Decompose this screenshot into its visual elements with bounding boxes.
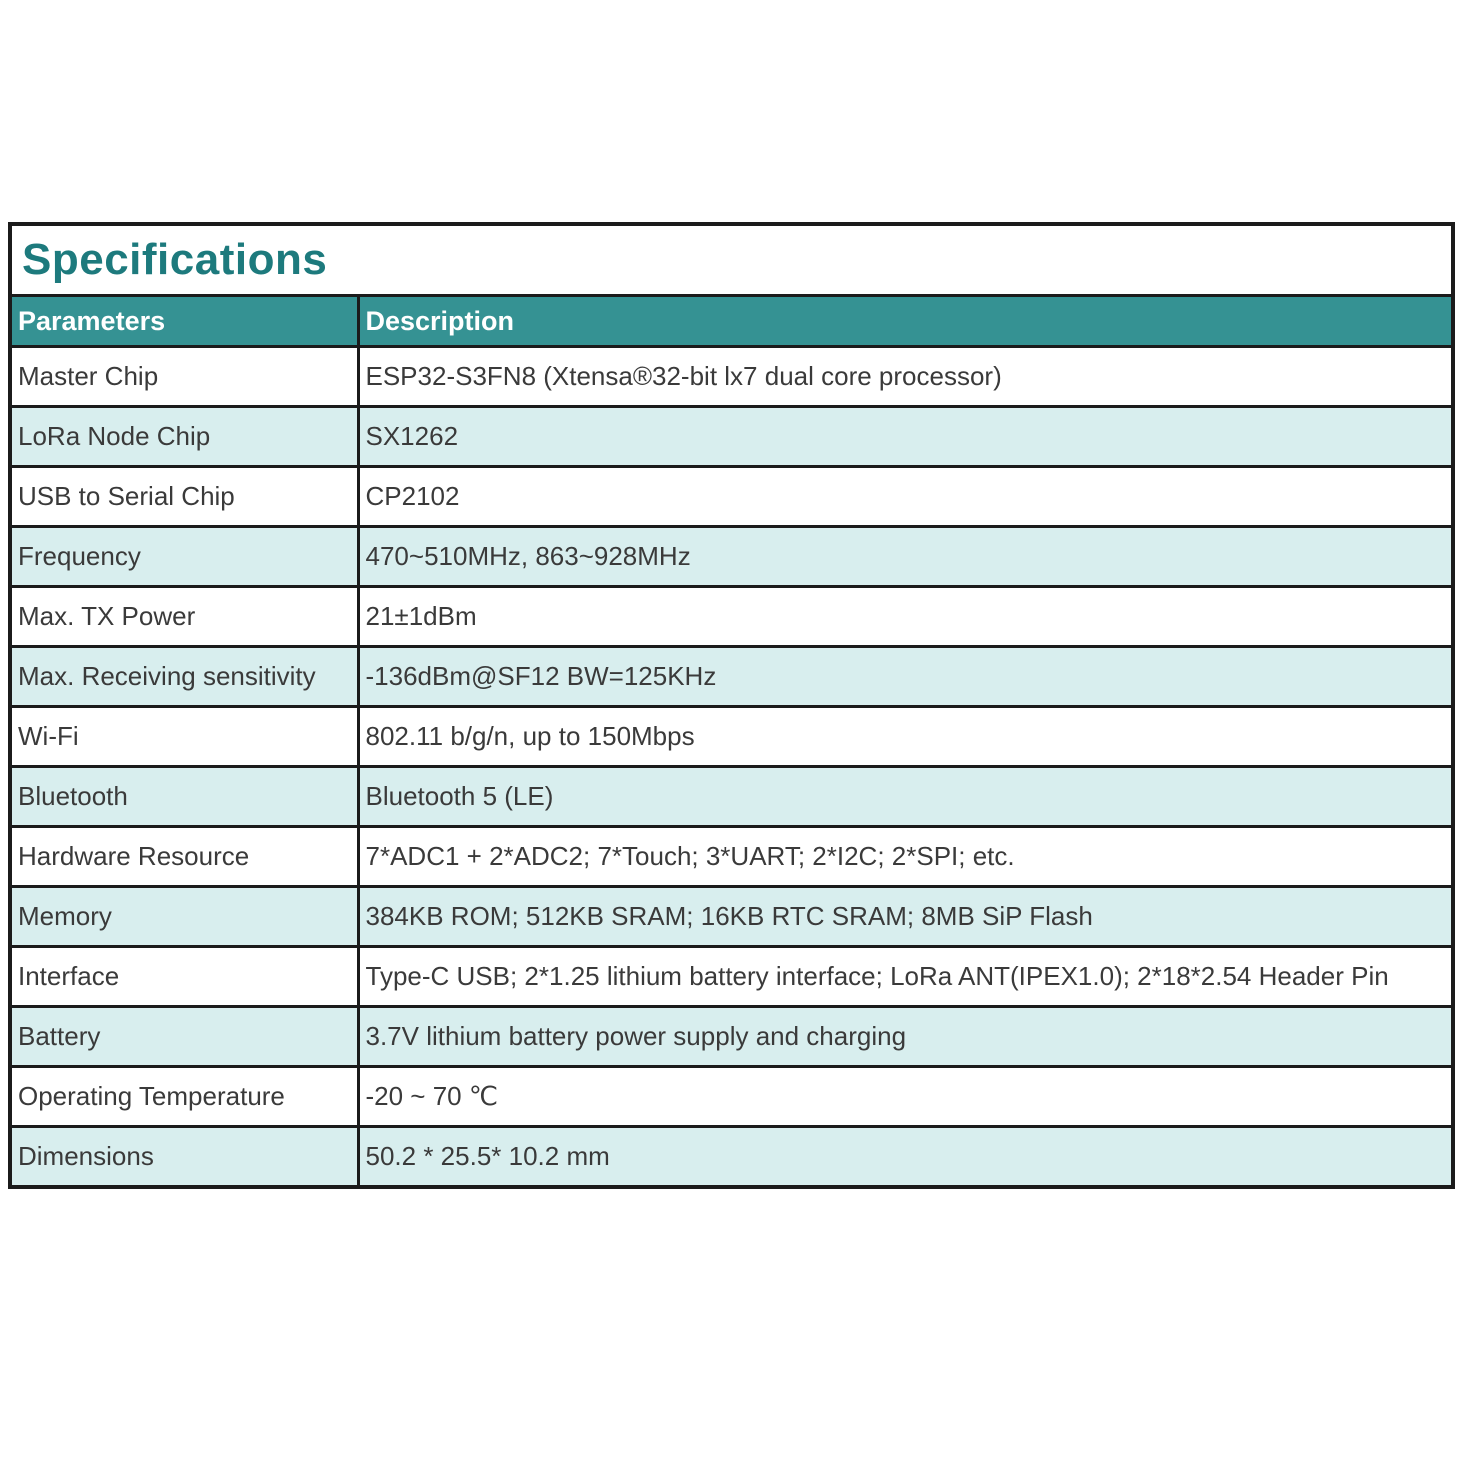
- table-row: [10, 467, 1453, 527]
- table-row: [10, 767, 1453, 827]
- description-cell: Type-C USB; 2*1.25 lithium battery interface; LoRa ANT(IPEX1.0); 2*18*2.54 Header Pin: [358, 947, 1453, 1007]
- table-row: [10, 1127, 1453, 1188]
- table-row: [10, 887, 1453, 947]
- description-cell: Bluetooth 5 (LE): [358, 767, 1453, 827]
- parameter-cell: Dimensions: [10, 1127, 358, 1188]
- table-row: [10, 347, 1453, 407]
- table-row: [10, 407, 1453, 467]
- parameter-cell: Max. TX Power: [10, 587, 358, 647]
- description-cell: -20 ~ 70 ℃: [358, 1067, 1453, 1127]
- parameter-cell: Bluetooth: [10, 767, 358, 827]
- table-row: [10, 647, 1453, 707]
- column-header-description: Description: [358, 296, 1453, 347]
- description-cell: 384KB ROM; 512KB SRAM; 16KB RTC SRAM; 8MB SiP Flash: [358, 887, 1453, 947]
- specifications-table: [8, 222, 1455, 1189]
- description-cell: CP2102: [358, 467, 1453, 527]
- parameter-cell: Operating Temperature: [10, 1067, 358, 1127]
- description-cell: 7*ADC1 + 2*ADC2; 7*Touch; 3*UART; 2*I2C; 2*SPI; etc.: [358, 827, 1453, 887]
- table-row: [10, 1007, 1453, 1067]
- specifications-table-container: [8, 222, 1455, 1189]
- title-row: [10, 224, 1453, 296]
- description-cell: SX1262: [358, 407, 1453, 467]
- parameter-cell: Memory: [10, 887, 358, 947]
- parameter-cell: Max. Receiving sensitivity: [10, 647, 358, 707]
- column-header-parameters: Parameters: [10, 296, 358, 347]
- table-row: [10, 1067, 1453, 1127]
- table-row: [10, 947, 1453, 1007]
- description-cell: 802.11 b/g/n, up to 150Mbps: [358, 707, 1453, 767]
- table-row: [10, 527, 1453, 587]
- specifications-table-body: [10, 224, 1453, 1187]
- table-row: [10, 827, 1453, 887]
- parameter-cell: Interface: [10, 947, 358, 1007]
- description-cell: 470~510MHz, 863~928MHz: [358, 527, 1453, 587]
- description-cell: -136dBm@SF12 BW=125KHz: [358, 647, 1453, 707]
- description-cell: ESP32-S3FN8 (Xtensa®32-bit lx7 dual core processor): [358, 347, 1453, 407]
- parameter-cell: LoRa Node Chip: [10, 407, 358, 467]
- parameter-cell: Frequency: [10, 527, 358, 587]
- header-row: [10, 296, 1453, 347]
- table-row: [10, 707, 1453, 767]
- table-row: [10, 587, 1453, 647]
- description-cell: 3.7V lithium battery power supply and charging: [358, 1007, 1453, 1067]
- parameter-cell: Hardware Resource: [10, 827, 358, 887]
- table-title: Specifications: [10, 224, 1453, 296]
- parameter-cell: Battery: [10, 1007, 358, 1067]
- parameter-cell: USB to Serial Chip: [10, 467, 358, 527]
- description-cell: 21±1dBm: [358, 587, 1453, 647]
- description-cell: 50.2 * 25.5* 10.2 mm: [358, 1127, 1453, 1188]
- parameter-cell: Master Chip: [10, 347, 358, 407]
- parameter-cell: Wi-Fi: [10, 707, 358, 767]
